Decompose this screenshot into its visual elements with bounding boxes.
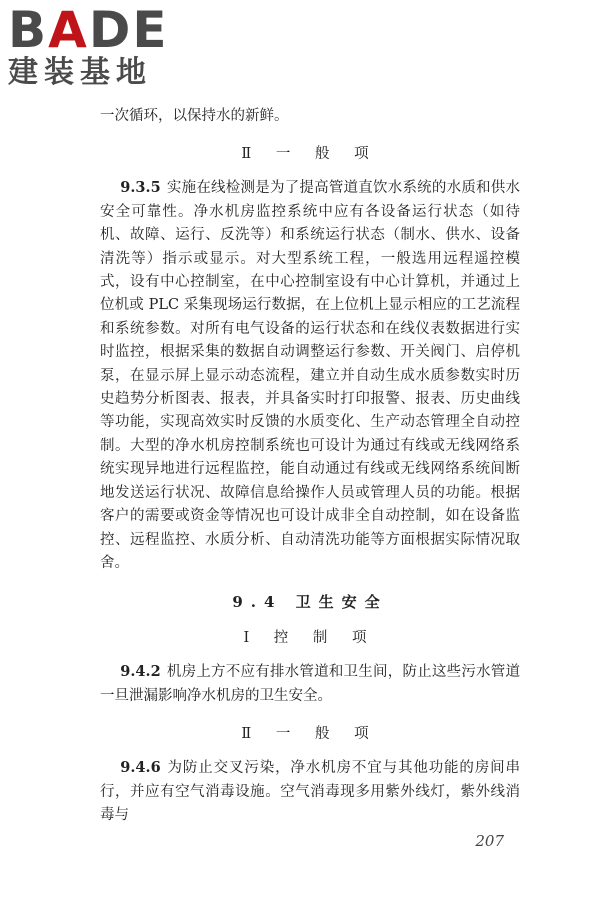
clause-text: 实施在线检测是为了提高管道直饮水系统的水质和供水安全可靠性。净水机房监控系统中应有各设备运行状态（如待机、故障、运行、反洗等）和系统运行状态（制水、供水、设备清洗等）指示或显示。对大型系统工程，一般选用远程遥控模式，设有中心控制室，在中心控制室设有中心计算机，并通过上位机或 PLC 采集现场运行数据，在上位机上显示相应的工艺流程和系统参数。对所有电气设备的运行状态和在线仪表数据进行实时监控，根据采集的数据自动调整运行参数、开关阀门、启停机泵，在显示屏上显示动态流程，建立并自动生成水质参数实时历史趋势分析图表、报表，并具备实时打印报警、报表、历史曲线等功能，实现高效实时反馈的水质变化、生产动态管理全自动控制。大型的净水机房控制系统也可设计为通过有线或无线网络系统实现异地进行远程监控，能自动通过有线或无线网络系统间断地发送运行状况、故障信息给操作人员或管理人员的功能。根据客户的需要或资金等情况也可设计成非全自动控制，如在设备监控、远程监控、水质分析、自动清洗功能等方面根据实际情况取舍。 xyxy=(100,180,520,571)
logo-subtitle: 建装基地 xyxy=(8,55,152,90)
clause-text: 机房上方不应有排水管道和卫生间，防止这些污水管道一旦泄漏影响净水机房的卫生安全。 xyxy=(100,664,520,704)
clause-9-4-6 xyxy=(100,756,520,827)
logo-accent-letter: A xyxy=(48,1,89,59)
clause-9-3-5 xyxy=(100,176,520,575)
continued-text: 一次循环，以保持水的新鲜。 xyxy=(100,108,289,124)
clause-9-4-2 xyxy=(100,660,520,708)
clause-number: 9.4.6 xyxy=(120,759,161,777)
page-number: 207 xyxy=(475,832,504,850)
section-heading: 9.4 卫生安全 xyxy=(232,593,388,612)
page-content xyxy=(100,105,520,827)
clause-number: 9.4.2 xyxy=(120,663,161,681)
bade-logo xyxy=(8,1,178,90)
subheading-general-items-2: Ⅱ 一 般 项 xyxy=(241,726,379,743)
clause-number: 9.3.5 xyxy=(120,179,161,197)
logo-wordmark: BADE xyxy=(8,1,169,59)
subheading-general-items: Ⅱ 一 般 项 xyxy=(241,146,379,163)
subheading-control-items: Ⅰ 控 制 项 xyxy=(243,630,377,647)
clause-text: 为防止交叉污染，净水机房不宜与其他功能的房间串行，并应有空气消毒设施。空气消毒现多用紫外线灯，紫外线消毒与 xyxy=(100,760,520,823)
